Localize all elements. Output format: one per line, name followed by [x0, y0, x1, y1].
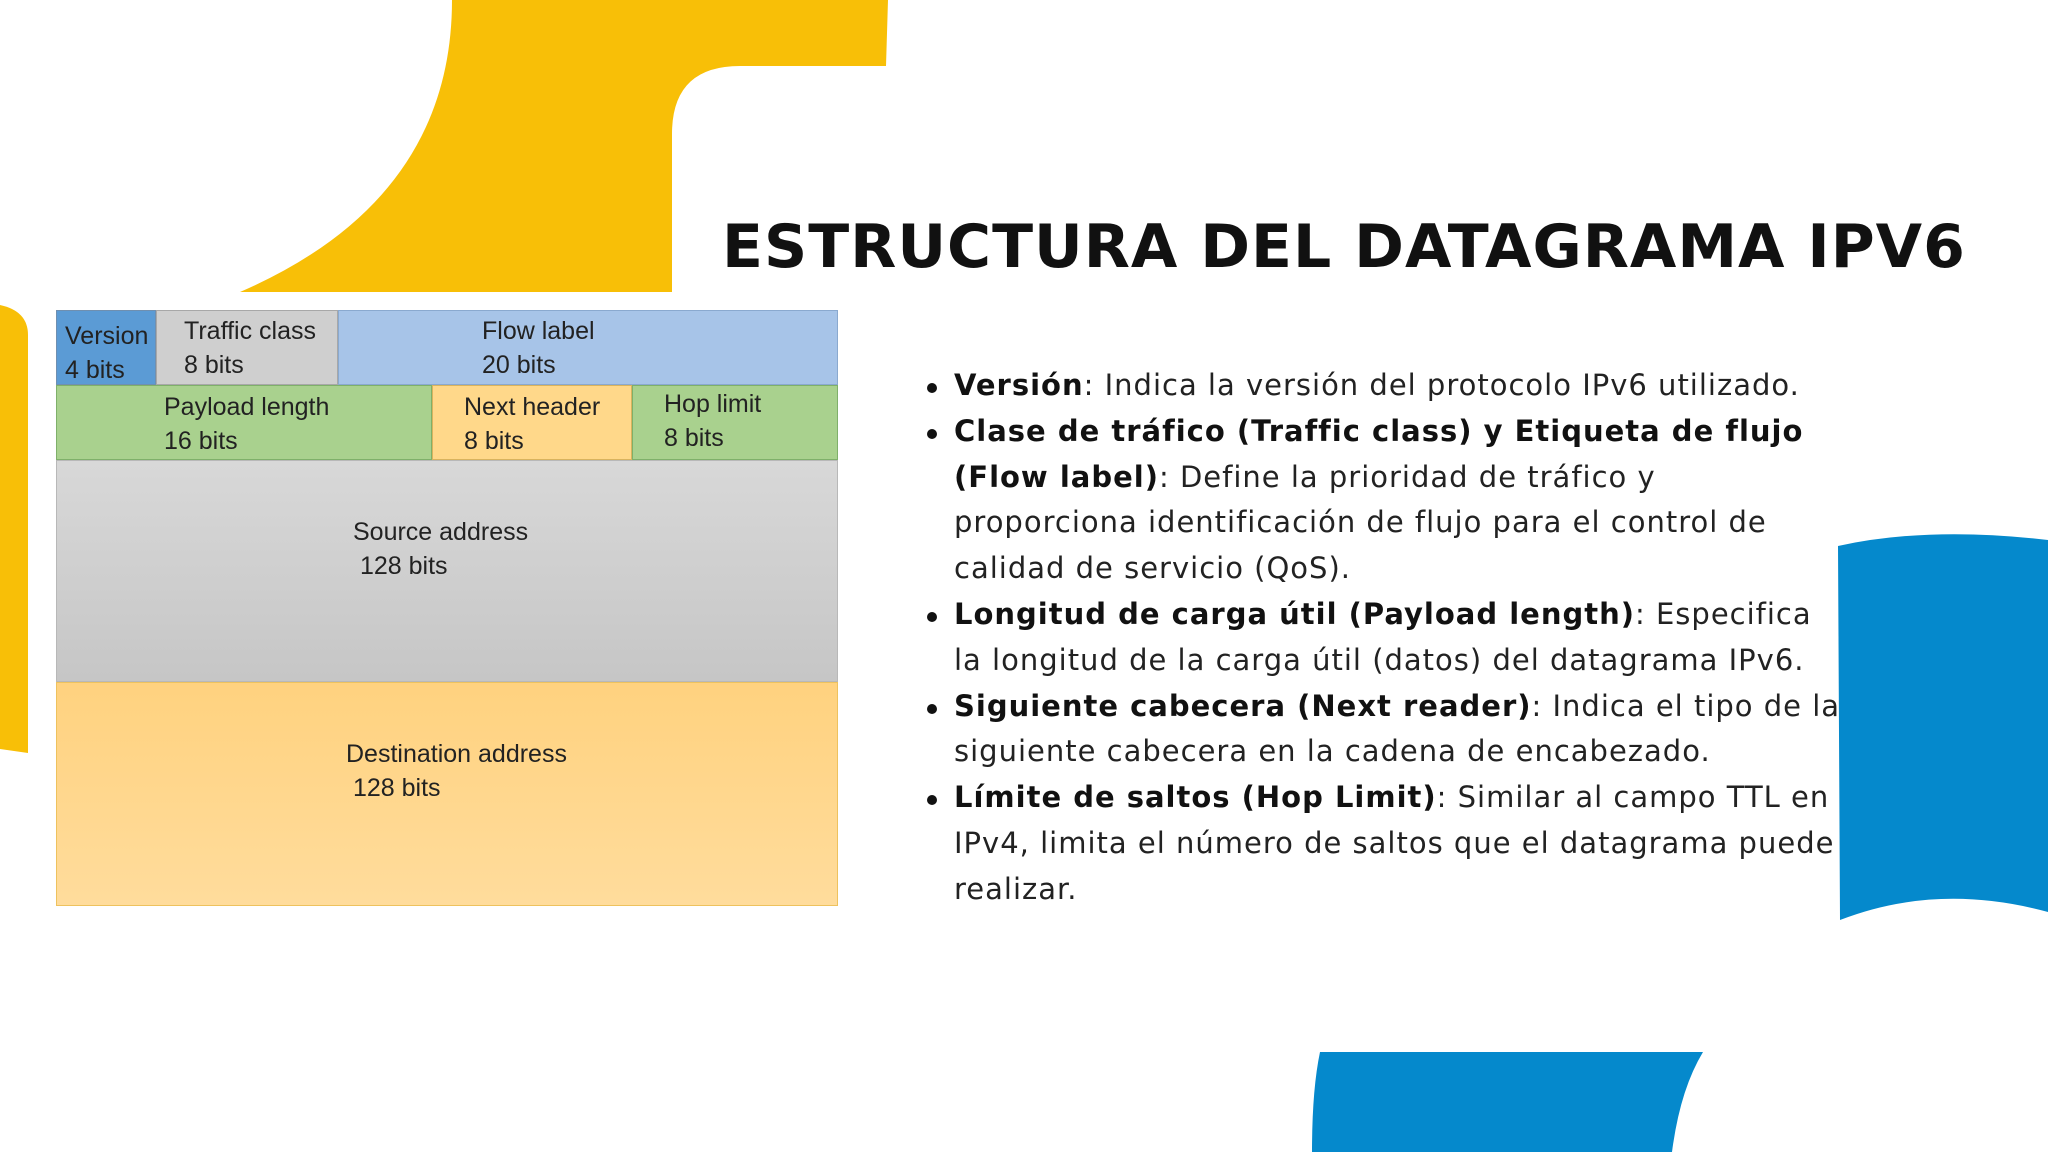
field-version-name: Version [65, 322, 149, 350]
field-version-size: 4 bits [65, 356, 125, 384]
field-next-header [432, 385, 632, 460]
field-flow-label-name: Flow label [482, 317, 595, 345]
field-next-header-size: 8 bits [464, 427, 524, 455]
field-traffic-class-size: 8 bits [184, 351, 244, 379]
field-source-address [56, 460, 838, 682]
field-destination-address-name: Destination address [346, 740, 567, 768]
field-flow-label [338, 310, 838, 385]
page-title: ESTRUCTURA DEL DATAGRAMA IPV6 [722, 212, 1966, 282]
bullet-text: : Especifica la longitud de la carga útil (datos) del datagrama IPv6. [954, 596, 1812, 677]
bullet-term: Longitud de carga útil (Payload length) [954, 596, 1635, 631]
blue-bottom-shape [1300, 1050, 1710, 1152]
field-version [56, 310, 156, 385]
field-destination-address-size: 128 bits [353, 774, 441, 802]
bullet-text: : Similar al campo TTL en IPv4, limita el número de saltos que el datagrama puede realizar. [954, 780, 1835, 906]
bullet-term: Versión [954, 368, 1084, 402]
field-destination-address [56, 682, 838, 906]
bullet-text: : Indica la versión del protocolo IPv6 utilizado. [1083, 368, 1800, 402]
field-next-header-name: Next header [464, 393, 601, 421]
field-source-address-name: Source address [353, 518, 529, 546]
field-source-address-size: 128 bits [360, 552, 448, 580]
ipv6-header-diagram [56, 310, 838, 910]
field-payload-length-size: 16 bits [164, 427, 238, 455]
field-traffic-class [156, 310, 338, 385]
yellow-left-bar [0, 305, 30, 755]
field-hop-limit-name: Hop limit [664, 390, 762, 418]
field-payload-length [56, 385, 432, 460]
field-hop-limit [632, 385, 838, 460]
field-flow-label-size: 20 bits [482, 351, 556, 379]
field-hop-limit-size: 8 bits [664, 424, 724, 452]
bullet-next-header [924, 684, 1844, 776]
blue-right-shape [1838, 532, 2048, 922]
bullet-text: : Indica el tipo de la siguiente cabecera en la cadena de encabezado. [954, 688, 1841, 769]
bullet-term: Límite de saltos (Hop Limit) [954, 780, 1437, 815]
bullet-version [924, 363, 1844, 409]
bullet-text: : Define la prioridad de tráfico y proporciona identificación de flujo para el control de calidad de servicio (QoS). [954, 459, 1767, 586]
bullet-term: Siguiente cabecera (Next reader) [954, 688, 1532, 723]
bullet-term: Clase de tráfico (Traffic class) y Etiqueta de flujo (Flow label) [954, 413, 1804, 494]
field-payload-length-name: Payload length [164, 393, 330, 421]
bullet-traffic-class-flow-label [924, 409, 1844, 592]
field-description-list [924, 363, 1844, 913]
bullet-hop-limit [924, 775, 1844, 912]
bullet-payload-length [924, 592, 1844, 684]
field-traffic-class-name: Traffic class [184, 317, 316, 345]
